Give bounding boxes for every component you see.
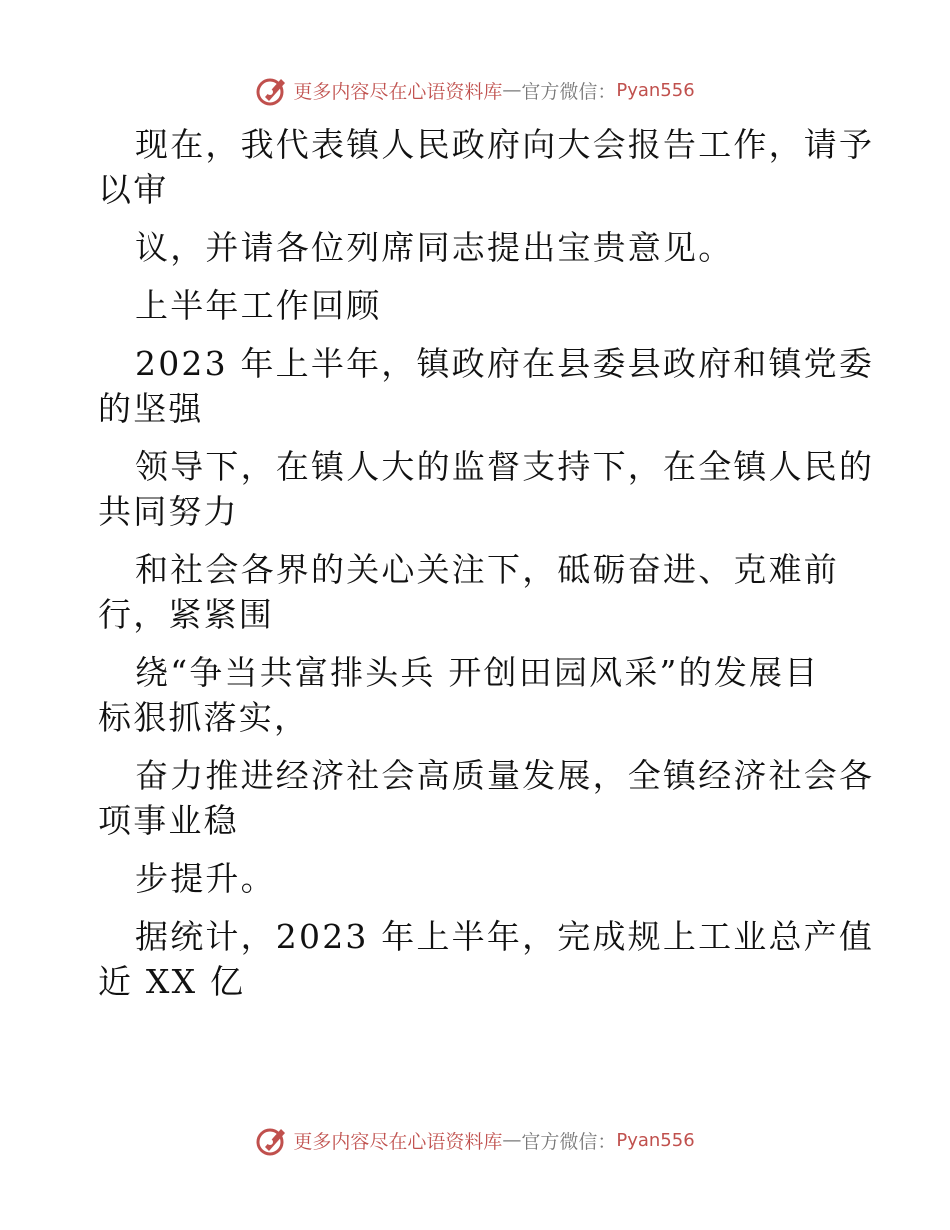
- watermark-label: 官方微信：: [521, 1130, 617, 1153]
- body-line-7: 领导下，在镇人大的监督支持下，在全镇人民的: [135, 447, 875, 486]
- body-line-12: 标狠抓落实，: [98, 698, 310, 737]
- body-line-10: 行，紧紧围: [98, 595, 274, 634]
- body-line-6: 的坚强: [98, 389, 204, 428]
- body-line-2: 以审: [98, 170, 169, 209]
- watermark-separator: —: [502, 79, 522, 101]
- body-line-3: 议，并请各位列席同志提出宝贵意见。: [135, 228, 734, 267]
- watermark-brand: 更多内容尽在心语资料库: [293, 1130, 503, 1153]
- watermark-label: 官方微信：: [521, 80, 617, 103]
- section-heading: 上半年工作回顾: [135, 286, 382, 325]
- body-line-1: 现在，我代表镇人民政府向大会报告工作，请予: [135, 125, 875, 164]
- body-line-15: 步提升。: [135, 859, 276, 898]
- watermark-separator: —: [502, 1129, 522, 1151]
- watermark-account: Pyan556: [616, 1129, 695, 1151]
- pen-nib-logo-icon: [255, 73, 289, 107]
- pen-nib-logo-icon: [255, 1123, 289, 1157]
- body-line-5: 2023 年上半年，镇政府在县委县政府和镇党委: [135, 344, 875, 383]
- watermark-account: Pyan556: [616, 79, 695, 101]
- body-line-9: 和社会各界的关心关注下，砥砺奋进、克难前: [135, 550, 839, 589]
- body-line-13: 奋力推进经济社会高质量发展，全镇经济社会各: [135, 756, 875, 795]
- document-body: [98, 122, 875, 1004]
- header-watermark: [0, 70, 950, 110]
- body-line-14: 项事业稳: [98, 801, 239, 840]
- body-line-17: 近 XX 亿: [98, 962, 246, 1001]
- footer-watermark: [0, 1120, 950, 1160]
- watermark-brand: 更多内容尽在心语资料库: [293, 80, 503, 103]
- body-line-8: 共同努力: [98, 492, 239, 531]
- body-line-11: 绕“争当共富排头兵 开创田园风采”的发展目: [135, 653, 820, 692]
- body-line-16: 据统计，2023 年上半年，完成规上工业总产值: [135, 917, 875, 956]
